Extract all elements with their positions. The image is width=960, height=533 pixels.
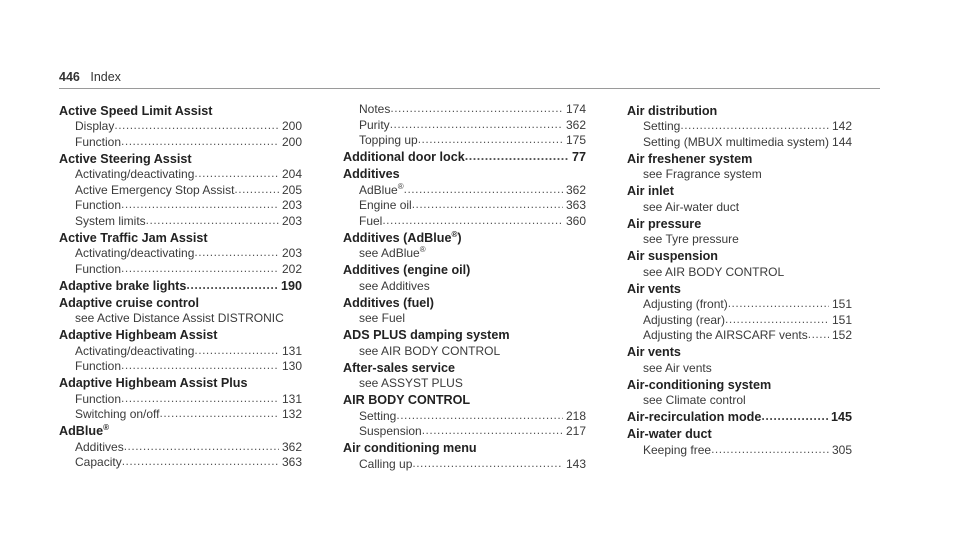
- entry-label: [359, 344, 500, 360]
- entry-label: [359, 183, 404, 199]
- entry-text: Active Speed Limit Assist: [59, 103, 213, 118]
- index-subentry: [59, 344, 302, 360]
- entry-text: see Active Distance Assist DISTRONIC: [75, 311, 284, 325]
- entry-label: [359, 246, 426, 262]
- entry-label: [359, 198, 412, 214]
- entry-text: AdBlue: [59, 424, 104, 438]
- entry-text: see Climate control: [643, 393, 746, 407]
- entry-label: [359, 279, 430, 295]
- entry-label: [643, 361, 712, 377]
- entry-text: Setting: [359, 408, 397, 423]
- entry-label: [359, 214, 382, 230]
- entry-label: [75, 135, 121, 151]
- entry-text: Adjusting (rear): [643, 312, 726, 327]
- entry-label: [643, 232, 739, 248]
- index-subentry: [343, 118, 586, 134]
- index-see-reference: [627, 167, 852, 183]
- index-heading: [343, 150, 586, 166]
- dot-leader: [121, 262, 279, 278]
- entry-label: [359, 102, 390, 118]
- entry-text: Adaptive Highbeam Assist Plus: [59, 376, 248, 390]
- entry-text: AIR BODY CONTROL: [343, 393, 471, 407]
- index-subentry: [627, 135, 852, 151]
- entry-text: Display: [75, 119, 115, 133]
- page-reference[interactable]: 151: [831, 312, 852, 327]
- page-reference[interactable]: 203: [281, 213, 302, 228]
- index-subentry: [343, 457, 586, 473]
- dot-leader: [234, 183, 279, 199]
- entry-label: [343, 263, 470, 277]
- index-heading: [627, 282, 852, 298]
- index-subentry: [59, 135, 302, 151]
- dot-leader: [121, 392, 279, 408]
- entry-label: [59, 424, 109, 438]
- dot-leader: [728, 297, 829, 313]
- index-heading: [627, 410, 852, 426]
- dot-leader: [412, 198, 563, 214]
- index-heading: [627, 217, 852, 233]
- entry-text: ADS PLUS damping system: [343, 328, 510, 342]
- entry-text: Adjusting (front): [643, 297, 728, 311]
- index-subentry: [343, 102, 586, 118]
- entry-text: Purity: [359, 117, 390, 132]
- entry-label: [75, 183, 234, 199]
- entry-text: Air inlet: [627, 184, 674, 198]
- entry-text: see Air-water duct: [643, 199, 740, 214]
- index-subentry: [59, 262, 302, 278]
- index-see-reference: [343, 311, 586, 327]
- index-heading: [627, 249, 852, 265]
- dot-leader: [121, 359, 279, 375]
- index-heading: [627, 152, 852, 168]
- index-subentry: [59, 246, 302, 262]
- entry-text: see AdBlue: [359, 246, 420, 260]
- dot-leader: [465, 150, 569, 166]
- entry-label: [359, 376, 463, 392]
- index-heading: [59, 104, 302, 120]
- index-see-reference: [343, 376, 586, 392]
- entry-text: see ASSYST PLUS: [359, 376, 463, 390]
- entry-label: [627, 184, 674, 198]
- entry-text: Calling up: [359, 456, 413, 471]
- entry-text: Suspension: [359, 424, 422, 438]
- entry-label: [59, 231, 208, 245]
- dot-leader: [114, 119, 279, 135]
- entry-text: Adjusting the AIRSCARF vents: [643, 328, 808, 342]
- entry-label: [75, 455, 122, 471]
- entry-label: [359, 409, 396, 425]
- entry-label: [627, 282, 681, 296]
- entry-text: Activating/deactivating: [75, 343, 195, 358]
- page-reference[interactable]: 174: [565, 102, 586, 116]
- registered-mark: ®: [397, 181, 404, 191]
- index-heading: [59, 296, 302, 312]
- page-reference[interactable]: 152: [831, 328, 852, 342]
- entry-text: Activating/deactivating: [75, 167, 195, 181]
- entry-text: Air pressure: [627, 216, 702, 231]
- dot-leader: [725, 313, 829, 329]
- entry-label: [643, 135, 829, 151]
- page-reference[interactable]: 202: [281, 261, 302, 276]
- dot-leader: [390, 102, 563, 118]
- page-reference[interactable]: 203: [281, 246, 302, 260]
- entry-label: [343, 393, 470, 407]
- index-heading: [59, 328, 302, 344]
- index-see-reference: [343, 246, 586, 262]
- entry-label: [75, 119, 114, 135]
- entry-label: [359, 133, 418, 149]
- entry-text: Function: [75, 198, 122, 212]
- entry-text: Function: [75, 134, 122, 149]
- index-subentry: [343, 424, 586, 440]
- entry-text: Function: [75, 359, 122, 373]
- entry-label: [75, 392, 121, 408]
- page-reference[interactable]: 77: [571, 150, 586, 164]
- entry-label: [643, 328, 808, 344]
- index-subentry: [343, 214, 586, 230]
- entry-text: Additives (fuel): [343, 295, 434, 310]
- entry-label: [343, 441, 477, 455]
- index-heading: [59, 376, 302, 392]
- entry-label: [359, 118, 390, 134]
- page-reference[interactable]: 200: [281, 119, 302, 133]
- entry-text: Switching on/off: [75, 407, 160, 421]
- index-subentry: [343, 183, 586, 199]
- index-heading: [59, 152, 302, 168]
- index-subentry: [59, 183, 302, 199]
- page-reference[interactable]: 205: [281, 182, 302, 197]
- index-subentry: [59, 440, 302, 456]
- entry-text: Air-conditioning system: [627, 377, 772, 392]
- index-heading: [627, 104, 852, 120]
- index-see-reference: [627, 393, 852, 409]
- entry-label: [627, 217, 701, 231]
- entry-text: Notes: [359, 102, 391, 116]
- entry-label: [75, 440, 124, 456]
- dot-leader: [422, 424, 563, 440]
- page-reference[interactable]: 145: [830, 410, 852, 424]
- page-reference[interactable]: 363: [281, 455, 302, 469]
- entry-text: Setting: [643, 119, 681, 133]
- dot-leader: [761, 410, 828, 426]
- entry-text: Function: [75, 391, 122, 406]
- index-column-1: [59, 102, 302, 471]
- entry-text: Adaptive cruise control: [59, 295, 199, 310]
- page-number: 446: [59, 70, 80, 84]
- entry-label: [627, 249, 718, 263]
- page-reference[interactable]: 362: [281, 439, 302, 454]
- page-reference[interactable]: 151: [831, 297, 852, 311]
- page-reference[interactable]: 305: [831, 442, 852, 457]
- entry-label: [59, 279, 186, 295]
- entry-text: AdBlue: [359, 182, 398, 197]
- entry-label: [627, 427, 712, 441]
- index-subentry: [343, 133, 586, 149]
- page-reference[interactable]: 143: [565, 456, 586, 471]
- entry-label: [59, 152, 192, 166]
- entry-text: Topping up: [359, 133, 418, 147]
- entry-label: [75, 167, 194, 183]
- index-subentry: [627, 443, 852, 459]
- entry-text: System limits: [75, 213, 146, 228]
- entry-text: Air-water duct: [627, 427, 712, 441]
- index-see-reference: [627, 232, 852, 248]
- entry-text: Adaptive brake lights: [59, 278, 187, 293]
- entry-label: [643, 200, 739, 216]
- entry-text: see Additives: [359, 278, 430, 293]
- entry-label: [343, 361, 455, 375]
- dot-leader: [121, 198, 279, 214]
- registered-mark: ®: [419, 245, 426, 254]
- entry-text: Air distribution: [627, 103, 718, 118]
- entry-text: see AIR BODY CONTROL: [359, 343, 501, 358]
- index-heading: [343, 263, 586, 279]
- entry-text: see Air vents: [643, 360, 712, 375]
- index-heading: [59, 424, 302, 440]
- entry-label: [75, 407, 160, 423]
- entry-label: [59, 296, 199, 310]
- entry-label: [343, 296, 434, 310]
- index-see-reference: [59, 311, 302, 327]
- entry-label: [643, 313, 725, 329]
- page-reference[interactable]: 200: [281, 134, 302, 149]
- page-reference[interactable]: 217: [565, 424, 586, 438]
- entry-text: Activating/deactivating: [75, 246, 195, 260]
- registered-mark: ®: [451, 229, 458, 239]
- index-subentry: [59, 359, 302, 375]
- entry-text: see AIR BODY CONTROL: [643, 264, 785, 279]
- index-heading: [343, 167, 586, 183]
- page-reference[interactable]: 362: [565, 117, 586, 132]
- index-subentry: [59, 119, 302, 135]
- entry-label: [343, 231, 462, 245]
- dot-leader: [160, 407, 279, 423]
- entry-label: [627, 378, 771, 392]
- index-subentry: [627, 328, 852, 344]
- index-subentry: [59, 455, 302, 471]
- entry-text: Air-recirculation mode: [627, 410, 762, 424]
- entry-text: Additives: [343, 167, 400, 181]
- dot-leader: [418, 133, 563, 149]
- dot-leader: [711, 443, 829, 459]
- entry-label: [75, 198, 121, 214]
- entry-text: Additional door lock: [343, 150, 465, 164]
- dot-leader: [121, 135, 279, 151]
- entry-text: Additives (engine oil): [343, 263, 471, 277]
- page-reference[interactable]: 144: [832, 134, 853, 149]
- entry-label: [59, 104, 213, 118]
- page-reference[interactable]: 204: [281, 167, 302, 181]
- page-reference[interactable]: 131: [281, 343, 302, 358]
- entry-label: [59, 328, 217, 342]
- entry-label: [643, 443, 711, 459]
- entry-label: [343, 167, 400, 181]
- index-heading: [627, 378, 852, 394]
- page-reference[interactable]: 203: [281, 198, 302, 212]
- page-reference[interactable]: 360: [565, 213, 586, 228]
- index-heading: [343, 231, 586, 247]
- page-reference[interactable]: 363: [565, 198, 586, 212]
- entry-label: [75, 311, 284, 327]
- dot-leader: [124, 440, 279, 456]
- entry-text: Active Emergency Stop Assist: [75, 182, 235, 197]
- entry-text: Engine oil: [359, 198, 412, 212]
- entry-text: Setting (MBUX multimedia system): [643, 134, 830, 149]
- index-heading: [627, 184, 852, 200]
- entry-label: [343, 328, 510, 342]
- index-heading: [627, 345, 852, 361]
- index-subentry: [627, 119, 852, 135]
- entry-label: [75, 262, 121, 278]
- index-subentry: [59, 214, 302, 230]
- entry-text: Air vents: [627, 345, 681, 359]
- entry-text: Air conditioning menu: [343, 441, 477, 455]
- index-see-reference: [627, 361, 852, 377]
- dot-leader: [194, 344, 279, 360]
- page-reference[interactable]: 175: [565, 133, 586, 147]
- entry-label: [75, 359, 121, 375]
- entry-label: [643, 265, 784, 281]
- entry-label: [59, 376, 248, 390]
- dot-leader: [382, 214, 563, 230]
- entry-text: Air suspension: [627, 249, 718, 263]
- entry-text: Function: [75, 261, 122, 276]
- index-heading: [343, 441, 586, 457]
- page-reference[interactable]: 362: [565, 182, 586, 197]
- dot-leader: [412, 457, 563, 473]
- dot-leader: [680, 119, 829, 135]
- index-see-reference: [343, 279, 586, 295]
- entry-text: Fuel: [359, 213, 383, 228]
- entry-label: [643, 167, 762, 183]
- index-heading: [343, 361, 586, 377]
- dot-leader: [390, 118, 563, 134]
- dot-leader: [396, 409, 563, 425]
- index-heading: [343, 393, 586, 409]
- index-subentry: [627, 297, 852, 313]
- dot-leader: [186, 279, 278, 295]
- dot-leader: [146, 214, 279, 230]
- entry-text-suffix: ): [457, 230, 462, 245]
- entry-text: Additives (AdBlue: [343, 230, 452, 245]
- entry-label: [643, 297, 728, 313]
- entry-label: [75, 214, 146, 230]
- index-heading: [627, 427, 852, 443]
- index-column-2: [343, 102, 586, 472]
- entry-label: [627, 104, 717, 118]
- dot-leader: [404, 183, 563, 199]
- entry-label: [75, 344, 194, 360]
- dot-leader: [194, 167, 279, 183]
- dot-leader: [122, 455, 279, 471]
- page-reference[interactable]: 142: [831, 119, 852, 133]
- index-subentry: [59, 407, 302, 423]
- index-heading: [343, 296, 586, 312]
- entry-label: [75, 246, 194, 262]
- index-subentry: [627, 313, 852, 329]
- section-title: Index: [90, 70, 121, 84]
- dot-leader: [808, 328, 829, 344]
- index-heading: [343, 328, 586, 344]
- index-see-reference: [627, 200, 852, 216]
- entry-label: [627, 345, 681, 359]
- entry-text: Air vents: [627, 281, 681, 296]
- index-column-3: [627, 102, 852, 458]
- page-reference[interactable]: 132: [281, 407, 302, 421]
- dot-leader: [194, 246, 279, 262]
- page-reference[interactable]: 130: [281, 359, 302, 373]
- page-reference[interactable]: 190: [280, 278, 302, 293]
- entry-text: see Tyre pressure: [643, 232, 739, 246]
- entry-text: Air freshener system: [627, 151, 753, 166]
- entry-label: [643, 119, 680, 135]
- index-heading: [59, 231, 302, 247]
- entry-text: see Fragrance system: [643, 167, 762, 181]
- entry-text: Adaptive Highbeam Assist: [59, 328, 218, 342]
- index-see-reference: [343, 344, 586, 360]
- header-divider: [59, 88, 880, 89]
- entry-label: [359, 457, 412, 473]
- index-subentry: [343, 198, 586, 214]
- index-subentry: [59, 167, 302, 183]
- index-subentry: [59, 392, 302, 408]
- entry-label: [359, 424, 422, 440]
- page-reference[interactable]: 218: [565, 408, 586, 423]
- entry-text: see Fuel: [359, 311, 406, 325]
- page-header: [59, 70, 121, 84]
- entry-text: After-sales service: [343, 360, 456, 375]
- entry-text: Active Steering Assist: [59, 151, 192, 166]
- index-heading: [59, 279, 302, 295]
- index-subentry: [59, 198, 302, 214]
- entry-text: Active Traffic Jam Assist: [59, 230, 208, 245]
- index-see-reference: [627, 265, 852, 281]
- page-reference[interactable]: 131: [281, 391, 302, 406]
- entry-text: Keeping free: [643, 442, 712, 457]
- entry-text: Capacity: [75, 455, 122, 469]
- entry-text: Additives: [75, 439, 124, 454]
- entry-label: [343, 150, 465, 166]
- entry-label: [359, 311, 405, 327]
- entry-label: [627, 152, 752, 166]
- entry-label: [627, 410, 761, 426]
- entry-label: [643, 393, 746, 409]
- index-subentry: [343, 409, 586, 425]
- registered-mark: ®: [103, 422, 109, 432]
